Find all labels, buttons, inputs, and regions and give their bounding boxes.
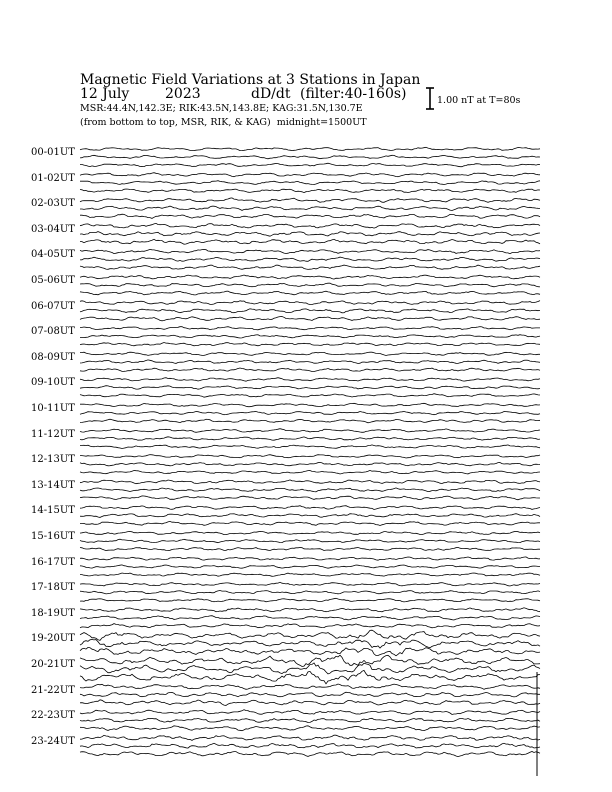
- trace-21-22UT-RIK: [80, 692, 540, 697]
- trace-13-14UT-MSR: [80, 496, 540, 500]
- trace-12-13UT-RIK: [80, 462, 540, 465]
- date-day-month: 12 July: [80, 86, 130, 102]
- hour-label: 17-18UT: [31, 582, 75, 594]
- trace-15-16UT-MSR: [80, 547, 540, 550]
- trace-11-12UT-MSR: [80, 445, 540, 449]
- trace-04-05UT-RIK: [80, 257, 540, 261]
- trace-22-23UT-MSR: [80, 726, 540, 731]
- trace-10-11UT-RIK: [80, 412, 540, 415]
- hour-label: 23-24UT: [31, 735, 75, 747]
- hour-label: 08-09UT: [31, 351, 75, 363]
- hour-label: 09-10UT: [31, 377, 75, 389]
- trace-17-18UT-MSR: [80, 598, 540, 602]
- midnight-note: midnight=1500UT: [276, 117, 367, 128]
- trace-23-24UT-RIK: [80, 743, 540, 748]
- trace-03-04UT-RIK: [80, 232, 540, 237]
- scale-label: 1.00 nT at T=80s: [437, 95, 521, 106]
- hour-label: 22-23UT: [31, 710, 75, 722]
- hour-label: 07-08UT: [31, 326, 75, 338]
- trace-03-04UT-MSR: [80, 239, 540, 244]
- trace-23-24UT-MSR: [80, 752, 540, 757]
- trace-15-16UT-KAG: [80, 531, 540, 534]
- trace-22-23UT-RIK: [80, 718, 540, 722]
- trace-18-19UT-MSR: [80, 624, 540, 628]
- trace-08-09UT-KAG: [80, 352, 540, 355]
- trace-01-02UT-KAG: [80, 173, 540, 177]
- trace-20-21UT-RIK: [80, 663, 540, 674]
- trace-08-09UT-RIK: [80, 360, 540, 364]
- trace-20-21UT-MSR: [80, 670, 540, 683]
- trace-08-09UT-MSR: [80, 368, 540, 372]
- trace-00-01UT-MSR: [80, 163, 540, 167]
- hour-label: 02-03UT: [31, 198, 75, 210]
- hour-label: 15-16UT: [31, 531, 75, 542]
- trace-05-06UT-KAG: [80, 275, 540, 279]
- trace-13-14UT-RIK: [80, 488, 540, 492]
- trace-17-18UT-RIK: [80, 591, 540, 594]
- hour-label: 18-19UT: [31, 607, 75, 619]
- hour-label: 06-07UT: [31, 300, 75, 312]
- trace-03-04UT-KAG: [80, 223, 540, 228]
- hour-label: 04-05UT: [31, 249, 75, 261]
- trace-00-01UT-KAG: [80, 147, 540, 150]
- station-coordinates: MSR:44.4N,142.3E; RIK:43.5N,143.8E; KAG:31.5N,130.7E: [80, 103, 363, 114]
- trace-17-18UT-KAG: [80, 582, 540, 586]
- trace-00-01UT-RIK: [80, 155, 540, 159]
- trace-06-07UT-MSR: [80, 317, 540, 321]
- quantity-label: dD/dt: [251, 86, 291, 102]
- trace-16-17UT-KAG: [80, 557, 540, 560]
- trace-19-20UT-MSR: [80, 647, 540, 655]
- trace-07-08UT-RIK: [80, 335, 540, 338]
- trace-11-12UT-RIK: [80, 437, 540, 440]
- trace-21-22UT-MSR: [80, 700, 540, 706]
- trace-02-03UT-RIK: [80, 206, 540, 210]
- trace-19-20UT-KAG: [80, 630, 540, 640]
- trace-15-16UT-RIK: [80, 539, 540, 543]
- trace-10-11UT-MSR: [80, 419, 540, 423]
- stack-order-text: (from bottom to top, MSR, RIK, & KAG): [80, 117, 271, 128]
- trace-07-08UT-MSR: [80, 343, 540, 346]
- trace-18-19UT-KAG: [80, 608, 540, 612]
- trace-04-05UT-KAG: [80, 249, 540, 253]
- trace-05-06UT-RIK: [80, 283, 540, 287]
- hour-label: 10-11UT: [31, 403, 75, 414]
- trace-16-17UT-MSR: [80, 573, 540, 576]
- trace-12-13UT-KAG: [80, 455, 540, 458]
- trace-06-07UT-RIK: [80, 309, 540, 313]
- chart-title: Magnetic Field Variations at 3 Stations in Japan: [80, 72, 421, 88]
- trace-06-07UT-KAG: [80, 301, 540, 305]
- filter-label: (filter:40-160s): [300, 86, 407, 102]
- trace-22-23UT-KAG: [80, 710, 540, 715]
- trace-11-12UT-KAG: [80, 429, 540, 433]
- trace-09-10UT-KAG: [80, 378, 540, 382]
- trace-07-08UT-KAG: [80, 327, 540, 330]
- hour-label: 14-15UT: [31, 505, 75, 517]
- trace-18-19UT-RIK: [80, 616, 540, 620]
- hour-label: 16-17UT: [31, 556, 75, 568]
- trace-02-03UT-MSR: [80, 214, 540, 218]
- trace-12-13UT-MSR: [80, 470, 540, 474]
- trace-13-14UT-KAG: [80, 480, 540, 484]
- hour-label: 12-13UT: [31, 454, 75, 466]
- trace-21-22UT-KAG: [80, 684, 540, 689]
- trace-09-10UT-MSR: [80, 394, 540, 398]
- hour-label: 03-04UT: [31, 223, 75, 235]
- date-year: 2023: [165, 86, 201, 102]
- trace-23-24UT-KAG: [80, 735, 540, 740]
- trace-14-15UT-RIK: [80, 514, 540, 518]
- hour-label: 13-14UT: [31, 479, 75, 491]
- trace-05-06UT-MSR: [80, 291, 540, 295]
- hour-label: 20-21UT: [31, 659, 75, 670]
- trace-14-15UT-KAG: [80, 506, 540, 510]
- trace-19-20UT-RIK: [80, 640, 540, 649]
- trace-14-15UT-MSR: [80, 521, 540, 525]
- trace-10-11UT-KAG: [80, 403, 540, 406]
- trace-01-02UT-RIK: [80, 181, 540, 185]
- hour-label: 00-01UT: [31, 147, 75, 158]
- hour-label: 21-22UT: [31, 684, 75, 696]
- trace-01-02UT-MSR: [80, 189, 540, 193]
- scale-bar: [426, 88, 434, 109]
- hour-label: 11-12UT: [31, 428, 75, 440]
- trace-09-10UT-RIK: [80, 386, 540, 390]
- hour-label: 05-06UT: [31, 275, 75, 286]
- trace-16-17UT-RIK: [80, 565, 540, 568]
- hour-label: 01-02UT: [31, 172, 75, 184]
- trace-04-05UT-MSR: [80, 265, 540, 269]
- trace-02-03UT-KAG: [80, 198, 540, 202]
- hour-label: 19-20UT: [31, 633, 75, 645]
